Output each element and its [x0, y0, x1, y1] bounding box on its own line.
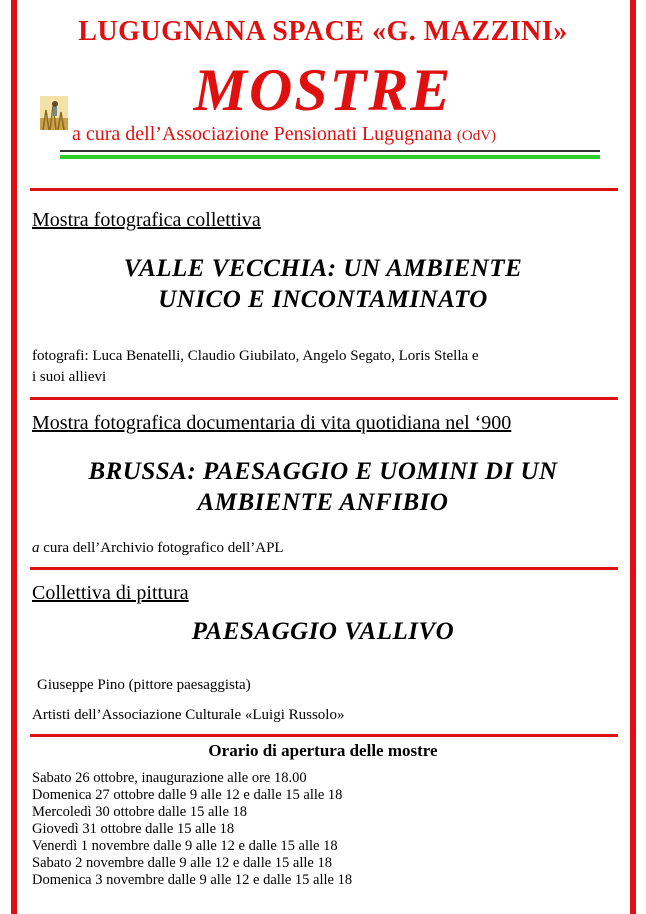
- header-divider-green: [60, 155, 600, 159]
- opening-hours-item: Venerdì 1 novembre dalle 9 alle 12 e dalle 15 alle 18: [32, 838, 338, 854]
- opening-hours-item: Domenica 3 novembre dalle 9 alle 12 e dalle 15 alle 18: [32, 872, 353, 888]
- organizer-line: [72, 123, 632, 146]
- exhibition-1-label: Mostra fotografica collettiva: [32, 209, 261, 231]
- organizer-text: a cura dell’Associazione Pensionati Lugugnana: [72, 123, 452, 145]
- organizer-suffix: (OdV): [456, 128, 497, 144]
- opening-hours-item: Sabato 26 ottobre, inaugurazione alle ore 18.00: [32, 770, 307, 786]
- opening-hours-title: Orario di apertura delle mostre: [208, 741, 438, 760]
- opening-hours-list: [32, 770, 622, 889]
- section-divider: [30, 567, 618, 570]
- exhibition-1-credits: fotografi: Luca Benatelli, Claudio Giubilato, Angelo Segato, Loris Stella e i suoi allievi: [32, 348, 479, 385]
- section-divider: [30, 397, 618, 400]
- exhibition-3-credit-2: Artisti dell’Associazione Culturale «Luigi Russolo»: [32, 707, 345, 723]
- exhibition-3-label: Collettiva di pittura: [32, 582, 189, 604]
- venue-title: LUGUGNANA SPACE «G. MAZZINI»: [78, 16, 568, 47]
- exhibition-2-credits: a cura dell’Archivio fotografico dell’APL: [32, 540, 284, 556]
- association-logo-icon: [40, 96, 68, 130]
- section-divider: [30, 734, 618, 737]
- exhibition-3-title: PAESAGGIO VALLIVO: [191, 618, 455, 645]
- header-divider-dark: [60, 150, 600, 152]
- page-title: MOSTRE: [193, 57, 453, 123]
- opening-hours-item: Mercoledì 30 ottobre dalle 15 alle 18: [32, 804, 248, 820]
- section-divider: [30, 188, 618, 191]
- exhibition-2-title: BRUSSA: PAESAGGIO E UOMINI DI UN AMBIENTE ANFIBIO: [88, 458, 558, 516]
- opening-hours-item: Sabato 2 novembre dalle 9 alle 12 e dalle 15 alle 18: [32, 855, 332, 871]
- exhibition-2-label: Mostra fotografica documentaria di vita quotidiana nel ‘900: [32, 412, 512, 434]
- opening-hours-item: Domenica 27 ottobre dalle 9 alle 12 e dalle 15 alle 18: [32, 787, 343, 803]
- opening-hours-item: Giovedì 31 ottobre dalle 15 alle 18: [32, 821, 235, 837]
- exhibition-3-credit-1: Giuseppe Pino (pittore paesaggista): [37, 677, 251, 693]
- exhibition-1-title: VALLE VECCHIA: UN AMBIENTE UNICO E INCONTAMINATO: [123, 255, 523, 313]
